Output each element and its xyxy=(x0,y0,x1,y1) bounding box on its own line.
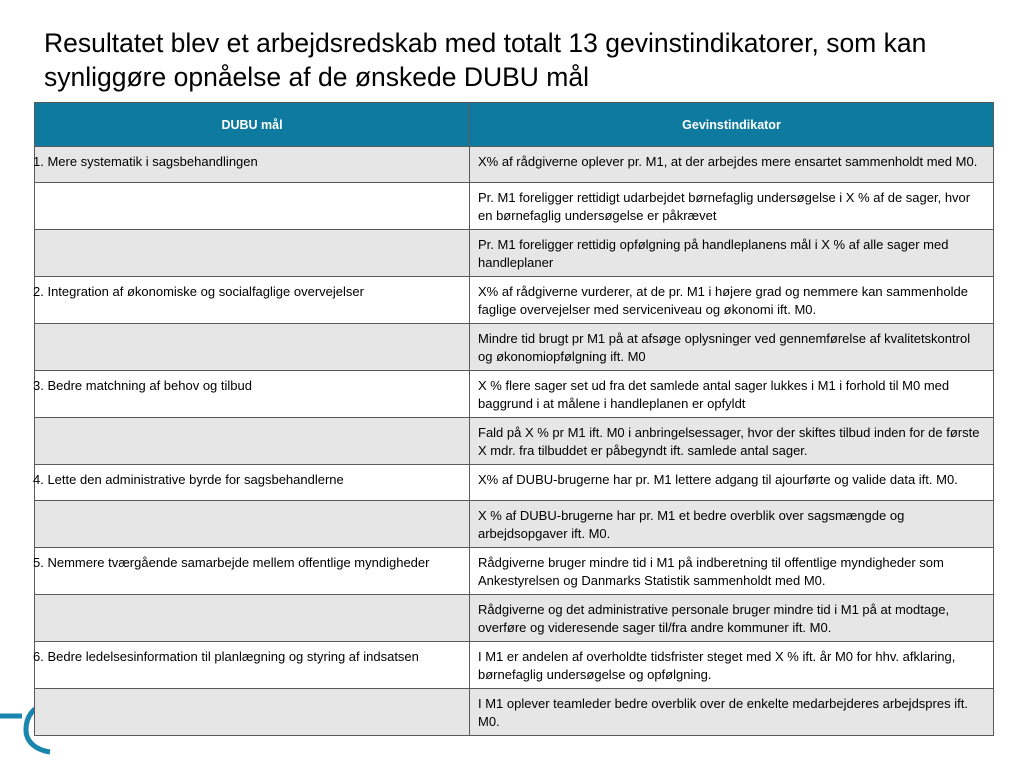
indicator-cell: I M1 er andelen af overholdte tidsfrister steget med X % ift. år M0 for hhv. afklaring, børnefaglig undersøgelse og opfølgning. xyxy=(470,642,994,689)
table-header-row xyxy=(35,103,994,147)
table-row xyxy=(35,548,994,595)
indicator-cell: I M1 oplever teamleder bedre overblik over de enkelte medarbejderes arbejdspres ift. M0. xyxy=(470,689,994,736)
table-row xyxy=(35,371,994,418)
header-gain-indicator: Gevinstindikator xyxy=(470,103,994,147)
goal-cell: 5. Nemmere tværgående samarbejde mellem offentlige myndigheder xyxy=(35,548,470,595)
table-row xyxy=(35,465,994,501)
goal-cell: 3. Bedre matchning af behov og tilbud xyxy=(35,371,470,418)
table-row xyxy=(35,595,994,642)
table-row xyxy=(35,642,994,689)
goal-cell: 1. Mere systematik i sagsbehandlingen xyxy=(35,147,470,183)
indicator-table xyxy=(34,102,994,736)
indicator-cell: X % flere sager set ud fra det samlede antal sager lukkes i M1 i forhold til M0 med baggrund i at målene i handleplanen er opfyldt xyxy=(470,371,994,418)
indicator-cell: Fald på X % pr M1 ift. M0 i anbringelsessager, hvor der skiftes tilbud inden for de første X mdr. fra tilbuddet er påbegyndt ift. samlede antal sager. xyxy=(470,418,994,465)
indicator-cell: Rådgiverne bruger mindre tid i M1 på indberetning til offentlige myndigheder som Ankestyrelsen og Danmarks Statistik sammenholdt med M0. xyxy=(470,548,994,595)
table-row xyxy=(35,147,994,183)
indicator-cell: X % af DUBU-brugerne har pr. M1 et bedre overblik over sagsmængde og arbejdsopgaver ift. M0. xyxy=(470,501,994,548)
indicator-cell: Mindre tid brugt pr M1 på at afsøge oplysninger ved gennemførelse af kvalitetskontrol og økonomiopfølgning ift. M0 xyxy=(470,324,994,371)
goal-cell: 2. Integration af økonomiske og socialfaglige overvejelser xyxy=(35,277,470,324)
indicator-cell: X% af rådgiverne vurderer, at de pr. M1 i højere grad og nemmere kan sammenholde faglige overvejelser med serviceniveau og økonomi ift. M0. xyxy=(470,277,994,324)
slide-title: Resultatet blev et arbejdsredskab med totalt 13 gevinstindikatorer, som kan synliggøre opnåelse af de ønskede DUBU mål xyxy=(44,28,927,92)
goal-cell xyxy=(35,183,470,230)
table-row xyxy=(35,277,994,324)
goal-cell xyxy=(35,595,470,642)
table-row xyxy=(35,418,994,465)
table-row xyxy=(35,501,994,548)
table-row xyxy=(35,230,994,277)
goal-cell xyxy=(35,230,470,277)
indicator-cell: X% af DUBU-brugerne har pr. M1 lettere adgang til ajourførte og valide data ift. M0. xyxy=(470,465,994,501)
goal-cell: 6. Bedre ledelsesinformation til planlægning og styring af indsatsen xyxy=(35,642,470,689)
goal-cell xyxy=(35,324,470,371)
table-row xyxy=(35,689,994,736)
indicator-cell: Pr. M1 foreligger rettidigt udarbejdet børnefaglig undersøgelse i X % af de sager, hvor en børnefaglig undersøgelse er påkrævet xyxy=(470,183,994,230)
indicator-cell: Pr. M1 foreligger rettidig opfølgning på handleplanens mål i X % af alle sager med handleplaner xyxy=(470,230,994,277)
indicator-cell: Rådgiverne og det administrative personale bruger mindre tid i M1 på at modtage, overføre og videresende sager til/fra andre kommuner ift. M0. xyxy=(470,595,994,642)
table-row xyxy=(35,183,994,230)
goal-cell xyxy=(35,501,470,548)
goal-cell xyxy=(35,689,470,736)
indicator-cell: X% af rådgiverne oplever pr. M1, at der arbejdes mere ensartet sammenholdt med M0. xyxy=(470,147,994,183)
goal-cell: 4. Lette den administrative byrde for sagsbehandlerne xyxy=(35,465,470,501)
header-dubu-goal: DUBU mål xyxy=(35,103,470,147)
table-row xyxy=(35,324,994,371)
goal-cell xyxy=(35,418,470,465)
